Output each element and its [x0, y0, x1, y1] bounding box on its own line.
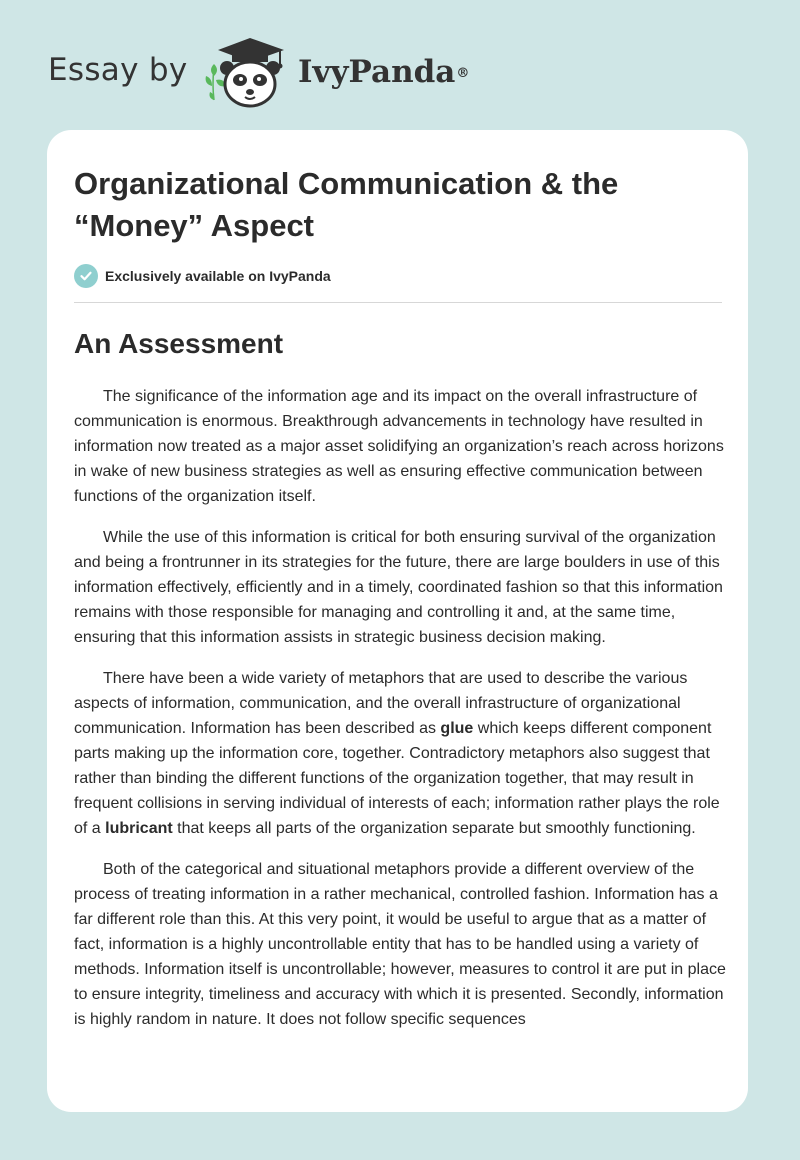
essay-by-label: Essay by [48, 52, 188, 88]
site-header [0, 0, 800, 120]
ivypanda-brand[interactable] [298, 52, 469, 92]
essay-title: Organizational Communication & the “Money” Aspect [74, 166, 619, 243]
divider [74, 302, 722, 303]
brand-name: IvyPanda [298, 54, 456, 90]
essay-card [47, 130, 748, 1112]
registered-mark: ® [456, 66, 470, 81]
paragraph-text: which keeps different component parts making up the information core, together. Contradictory metaphors also suggest that rather than binding the different functions of the organization together, that may result in frequent collisions in serving individual of interests of each; information rather plays the role of a [74, 720, 720, 837]
paragraph [74, 666, 729, 841]
ivypanda-logo-icon[interactable] [200, 34, 292, 110]
essay-body [74, 384, 729, 1048]
check-icon [74, 264, 98, 288]
bold-term-glue: glue [440, 720, 474, 737]
exclusive-badge [74, 263, 331, 289]
paragraph: While the use of this information is critical for both ensuring survival of the organization and being a frontrunner in its strategies for the future, there are large boulders in use of this information effectively, efficiently and in a timely, coordinated fashion so that this information remains with those responsible for managing and controlling it and, at the same time, ensuring that this information assists in strategic business decision making. [74, 529, 723, 646]
section-title: An Assessment [74, 328, 284, 359]
paragraph-text: that keeps all parts of the organization separate but smoothly functioning. [172, 820, 696, 837]
bold-term-lubricant: lubricant [105, 820, 173, 837]
exclusive-label: Exclusively available on IvyPanda [105, 268, 331, 284]
paragraph-text: There have been a wide variety of metaphors that are used to describe the various aspects of information, communication, and the overall infrastructure of organizational communication. Information has been described as [74, 670, 688, 737]
paragraph: The significance of the information age and its impact on the overall infrastructure of communication is enormous. Breakthrough advancements in technology have resulted in information now treated as a major asset solidifying an organization’s reach across horizons in wake of new business strategies as well as ensuring effective communication between functions of the organization itself. [74, 388, 724, 505]
paragraph: Both of the categorical and situational metaphors provide a different overview of the process of treating information in a rather mechanical, controlled fashion. Information has a far different role than this. At this very point, it would be useful to argue that as a matter of fact, information is a highly uncontrollable entity that has to be handled using a variety of methods. Information itself is uncontrollable; however, measures to control it are put in place to ensure integrity, timeliness and accuracy with which it is presented. Secondly, information is highly random in nature. It does not follow specific sequences [74, 861, 726, 1028]
